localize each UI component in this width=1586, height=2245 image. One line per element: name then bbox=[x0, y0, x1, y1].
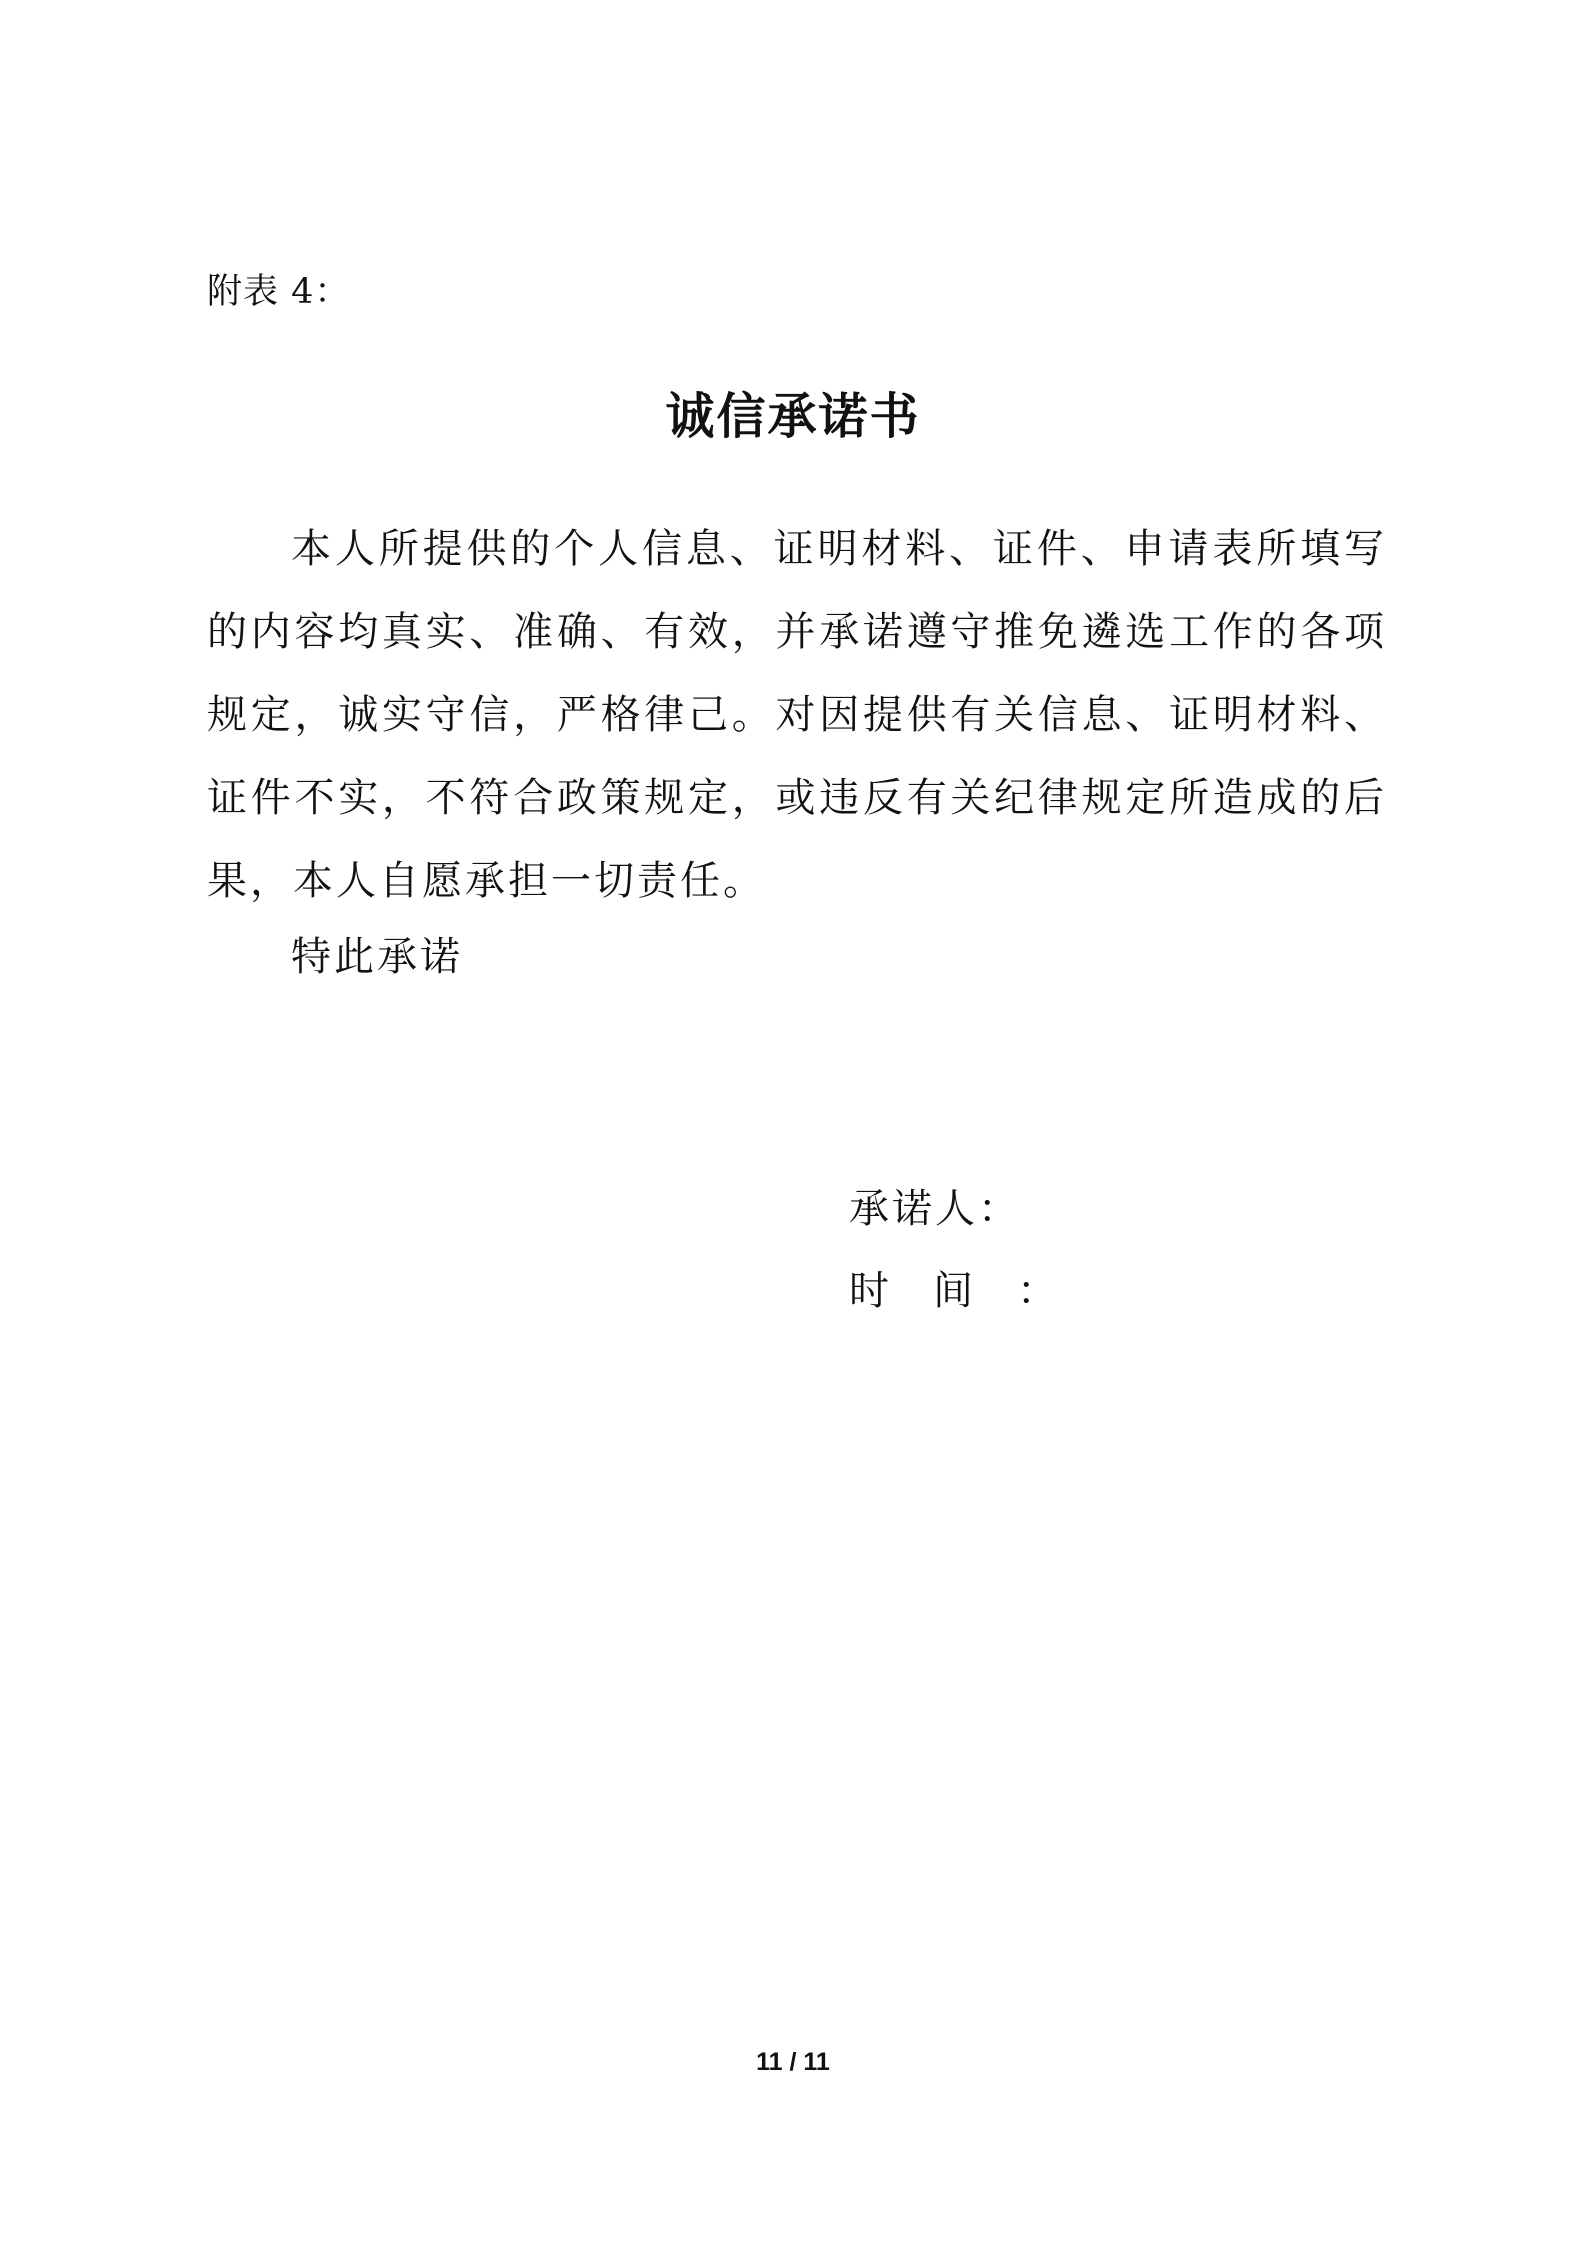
signer-line bbox=[849, 1168, 1021, 1251]
pledge-body: 本人所提供的个人信息、证明材料、证件、申请表所填写的内容均真实、准确、有效，并承诺遵守推免遴选工作的各项规定，诚实守信，严格律己。对因提供有关信息、证明材料、证件不实，不符合政策规定，或违反有关纪律规定所造成的后果，本人自愿承担一切责任。 bbox=[207, 526, 1387, 904]
date-line bbox=[849, 1250, 1060, 1333]
date-label: 时间 bbox=[849, 1268, 1017, 1314]
closing-phrase: 特此承诺 bbox=[291, 934, 463, 980]
attachment-label: 附表 4： bbox=[207, 272, 351, 312]
page-number: 11 / 11 bbox=[756, 2048, 830, 2076]
page-title: 诚信承诺书 bbox=[665, 388, 921, 445]
signer-label: 承诺人： bbox=[849, 1186, 1021, 1232]
date-colon: ： bbox=[1017, 1268, 1060, 1314]
